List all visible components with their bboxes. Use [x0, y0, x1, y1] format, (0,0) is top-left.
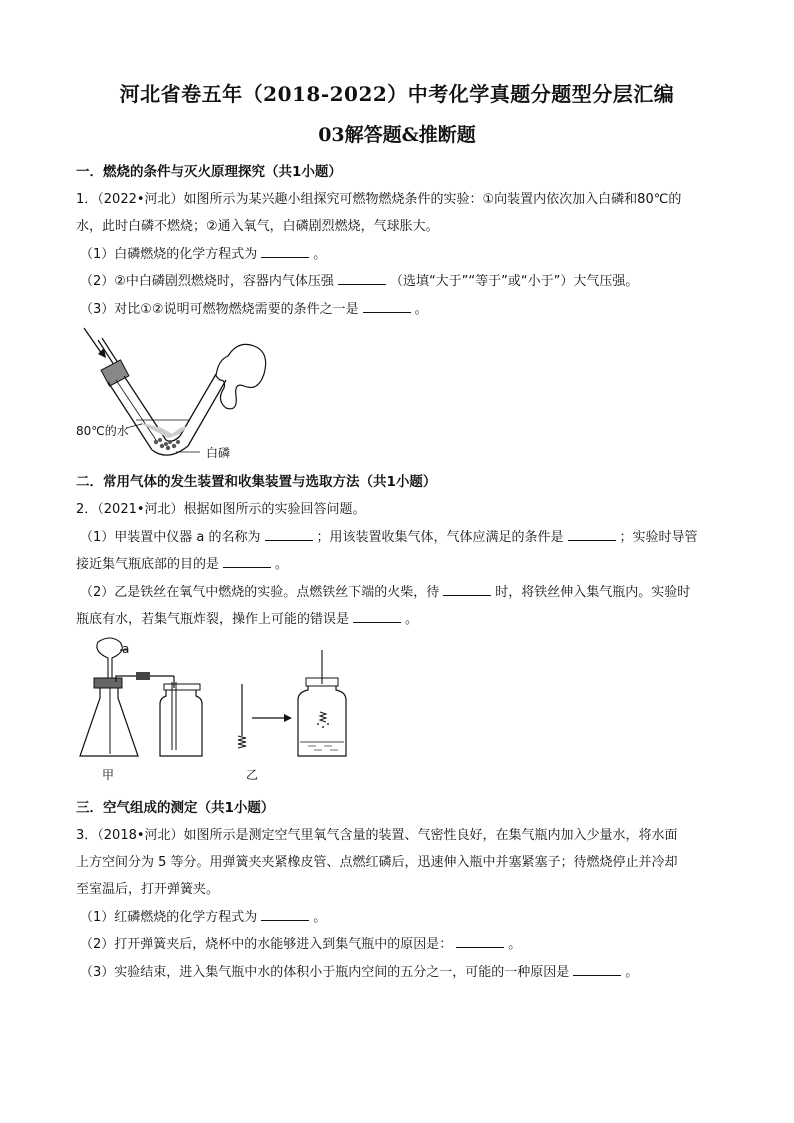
water-label: 80℃的水	[76, 424, 129, 438]
q3-part3	[80, 961, 638, 980]
answer-blank	[568, 529, 616, 541]
q3-stem-line3: 至室温后，打开弹簧夹。	[76, 882, 220, 897]
q1-part1-text: （1）白磷燃烧的化学方程式为	[80, 247, 258, 262]
q2-part1-mid: ；用该装置收集气体，气体应满足的条件是	[316, 530, 564, 545]
instrument-a-label: a	[122, 642, 130, 656]
document-subtitle: 03解答题&推断题	[318, 124, 476, 146]
q1-part2-end: （选填“大于”“等于”或“小于”）大气压强。	[389, 274, 639, 289]
q1-part2-text: （2）②中白磷剧烈燃烧时，容器内气体压强	[80, 274, 334, 289]
q2-part1-line1	[80, 526, 698, 545]
q2-part1-line2-text: 接近集气瓶底部的目的是	[76, 557, 220, 572]
q2-part1-line2-end: 。	[275, 557, 289, 572]
answer-blank	[353, 611, 401, 623]
q3-part2-text: （2）打开弹簧夹后，烧杯中的水能够进入到集气瓶中的原因是：	[80, 937, 453, 952]
q1-part1	[80, 243, 326, 262]
q3-part3-end: 。	[625, 965, 639, 980]
q2-part2-line2-end: 。	[405, 612, 419, 627]
q1-part1-end: 。	[313, 247, 327, 262]
q2-stem: 2．（2021•河北）根据如图所示的实验回答问题。	[76, 502, 366, 517]
answer-blank	[443, 584, 491, 596]
answer-blank	[223, 556, 271, 568]
q2-part2-line2-text: 瓶底有水，若集气瓶炸裂，操作上可能的错误是	[76, 612, 350, 627]
q1-part3	[80, 298, 428, 317]
q3-part1-end: 。	[313, 910, 327, 925]
answer-blank	[363, 301, 411, 313]
q2-part2-text: （2）乙是铁丝在氧气中燃烧的实验。点燃铁丝下端的火柴，待	[80, 585, 440, 600]
answer-blank	[261, 246, 309, 258]
gas-apparatus-figure	[76, 632, 376, 772]
q1-part3-text: （3）对比①②说明可燃物燃烧需要的条件之一是	[80, 302, 359, 317]
q3-part1	[80, 906, 326, 925]
section-3-heading: 三．空气组成的测定（共1小题）	[76, 800, 275, 816]
section-2-heading: 二．常用气体的发生装置和收集装置与选取方法（共1小题）	[76, 474, 437, 490]
q1-stem-line2: 水，此时白磷不燃烧；②通入氧气，白磷剧烈燃烧，气球胀大。	[76, 219, 439, 234]
q3-stem-line1: 3．（2018•河北）如图所示是测定空气里氧气含量的装置、气密性良好，在集气瓶内加入少量水，将水面	[76, 828, 678, 843]
v-tube-apparatus-figure	[76, 320, 276, 460]
q2-part2-end: 时，将铁丝伸入集气瓶内。实验时	[495, 585, 691, 600]
q2-part2-line2	[76, 608, 418, 627]
answer-blank	[261, 909, 309, 921]
answer-blank	[456, 936, 504, 948]
apparatus-yi-label: 乙	[246, 768, 259, 782]
white-phosphorus-label: 白磷	[206, 446, 231, 460]
answer-blank	[573, 964, 621, 976]
q2-part2-line1	[80, 581, 690, 600]
q3-part1-text: （1）红磷燃烧的化学方程式为	[80, 910, 258, 925]
q1-stem-line1: 1．（2022•河北）如图所示为某兴趣小组探究可燃物燃烧条件的实验：①向装置内依次加入白磷和80℃的	[76, 192, 682, 207]
q3-part2	[80, 933, 521, 952]
q3-stem-line2: 上方空间分为 5 等分。用弹簧夹夹紧橡皮管、点燃红磷后，迅速伸入瓶中并塞紧塞子；待燃烧停止并冷却	[76, 855, 678, 870]
q1-part2	[80, 270, 638, 289]
answer-blank	[338, 273, 386, 285]
q2-part1-line2	[76, 553, 288, 572]
q2-part1-end: ；实验时导管	[619, 530, 698, 545]
answer-blank	[265, 529, 313, 541]
q1-part3-end: 。	[414, 302, 428, 317]
document-title: 河北省卷五年（2018-2022）中考化学真题分题型分层汇编	[119, 82, 675, 106]
q3-part3-text: （3）实验结束，进入集气瓶中水的体积小于瓶内空间的五分之一，可能的一种原因是	[80, 965, 570, 980]
section-1-heading: 一．燃烧的条件与灭火原理探究（共1小题）	[76, 164, 342, 180]
q3-part2-end: 。	[508, 937, 522, 952]
apparatus-jia-label: 甲	[102, 768, 115, 782]
q2-part1-text: （1）甲装置中仪器 a 的名称为	[80, 530, 261, 545]
